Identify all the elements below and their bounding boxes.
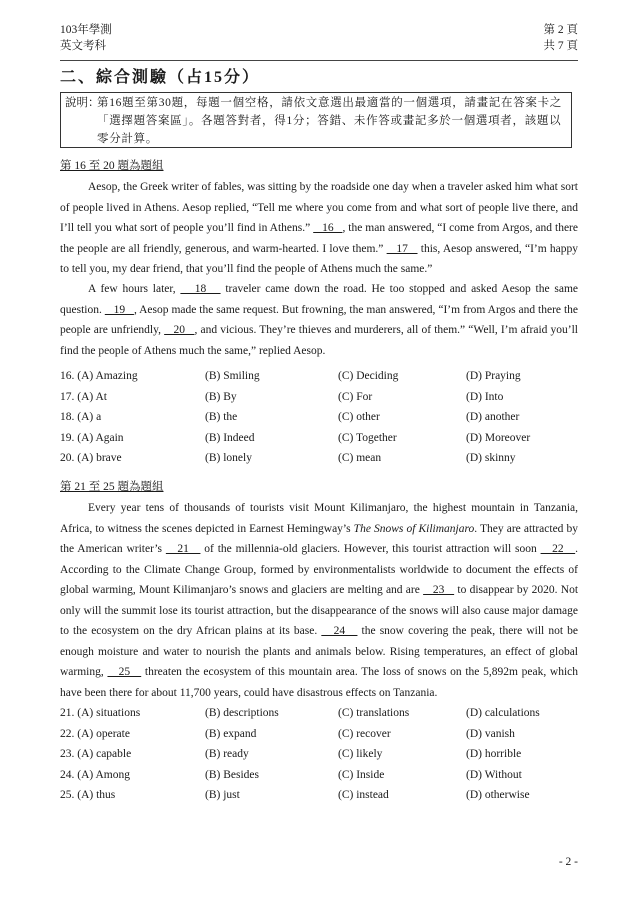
group2-options bbox=[60, 703, 578, 806]
blank-19: 19 bbox=[104, 303, 134, 316]
option-b: (B) expand bbox=[205, 727, 257, 740]
book-title: The Snows of Kilimanjaro bbox=[353, 522, 475, 535]
option-b: (B) Besides bbox=[205, 768, 259, 781]
question-19-options bbox=[60, 428, 578, 449]
exam-subject: 英文考科 bbox=[60, 40, 106, 52]
question-23-options bbox=[60, 744, 578, 765]
option-d: (D) Moreover bbox=[466, 431, 531, 444]
blank-23: 23 bbox=[423, 584, 455, 596]
group1-options bbox=[60, 366, 578, 469]
option-b: (B) descriptions bbox=[205, 707, 279, 719]
question-16-options bbox=[60, 366, 578, 387]
option-a: 18. (A) a bbox=[60, 411, 102, 423]
exam-year: 103年學測 bbox=[60, 24, 112, 36]
option-b: (B) Smiling bbox=[205, 370, 260, 382]
option-b: (B) ready bbox=[205, 748, 249, 760]
option-b: (B) Indeed bbox=[205, 431, 255, 444]
option-a: 16. (A) Amazing bbox=[60, 370, 138, 382]
option-d: (D) another bbox=[466, 411, 520, 423]
option-d: (D) otherwise bbox=[466, 789, 530, 801]
option-a: 22. (A) operate bbox=[60, 727, 130, 740]
option-d: (D) Without bbox=[466, 768, 522, 781]
option-a: 24. (A) Among bbox=[60, 768, 130, 781]
option-b: (B) By bbox=[205, 390, 237, 403]
option-a: 19. (A) Again bbox=[60, 431, 124, 444]
instructions-box bbox=[60, 92, 572, 148]
option-d: (D) Into bbox=[466, 390, 504, 403]
page-number: 第 2 頁 bbox=[543, 24, 578, 36]
blank-24: 24 bbox=[321, 625, 358, 637]
group1-paragraph-2: A few hours later, 18 traveler came down the road. He too stopped and asked Aesop the same question. 19 , Aesop made the same request. But frowning, the man answered, “I’m from Argos and there the people are unfriendly, 20 , and vicious. They’re thieves and murderers, all of them.” “Well, I’m afraid you’ll find the people of Athens much the same,” replied Aesop. bbox=[60, 283, 579, 357]
option-d: (D) calculations bbox=[466, 707, 540, 719]
option-c: (C) Deciding bbox=[338, 370, 399, 382]
question-18-options bbox=[60, 407, 578, 428]
question-22-options bbox=[60, 724, 578, 745]
option-c: (C) For bbox=[338, 390, 373, 403]
option-c: (C) recover bbox=[338, 727, 391, 740]
option-c: (C) translations bbox=[338, 707, 410, 719]
option-a: 25. (A) thus bbox=[60, 789, 116, 801]
question-17-options bbox=[60, 387, 578, 408]
page-footer: - 2 - bbox=[558, 856, 578, 868]
option-d: (D) Praying bbox=[466, 370, 521, 382]
option-d: (D) skinny bbox=[466, 452, 516, 464]
option-d: (D) vanish bbox=[466, 727, 515, 740]
option-c: (C) other bbox=[338, 411, 380, 423]
instructions-text: 第16題至第30題，每題一個空格，請依文意選出最適當的一個選項，請畫記在答案卡之「選擇題答案區」。各題答對者，得1分；答錯、未作答或畫記多於一個選項者，該題以零分計算。 bbox=[97, 97, 562, 145]
blank-18: 18 bbox=[180, 283, 221, 295]
header-left bbox=[60, 22, 112, 54]
blank-21: 21 bbox=[165, 543, 201, 555]
blank-25: 25 bbox=[107, 666, 142, 678]
group2-paragraph: Every year tens of thousands of tourists visit Mount Kilimanjaro, the highest mountain in Tanzania, Africa, to witness the scenes depicted in Earnest Hemingway’s The Snows of Kilimanjaro. They are attracted by the American writer’s 21 of the millennia-old glaciers. However, this tourist attraction will soon 22 . According to the Climate Change Group, formed by environmentalists worldwide to document the effects of global warming, Mount Kilimanjaro’s snows and glaciers are melting and are 23 to disappear by 2020. Not only will the summit lose its tourist attraction, but the disappearance of the snows will also cause major damage to the ecosystem on the dry African plains at its base. 24 the snow covering the peak, there will not be enough moisture and water to nourish the plants and animals below. Rising temperatures, an effect of global warming, 25 threaten the ecosystem of this mountain area. The loss of snows on the 5,892m peak, which have been there for about 11,700 years, could have disastrous effects on Tanzania. bbox=[60, 502, 579, 699]
question-24-options bbox=[60, 765, 578, 786]
option-a: 21. (A) situations bbox=[60, 707, 141, 719]
blank-16: 16 bbox=[313, 222, 343, 234]
option-b: (B) just bbox=[205, 789, 240, 801]
header-divider bbox=[60, 60, 578, 61]
total-pages: 共 7 頁 bbox=[543, 40, 578, 52]
option-a: 20. (A) brave bbox=[60, 452, 122, 464]
instructions-label: 說明： bbox=[65, 97, 100, 109]
blank-20: 20 bbox=[164, 324, 195, 336]
group2-heading: 第 21 至 25 題為題組 bbox=[60, 481, 164, 493]
group1-heading: 第 16 至 20 題為題組 bbox=[60, 160, 164, 172]
option-c: (C) instead bbox=[338, 789, 389, 801]
question-25-options bbox=[60, 785, 578, 806]
option-a: 17. (A) At bbox=[60, 390, 107, 403]
option-c: (C) likely bbox=[338, 748, 383, 760]
option-c: (C) Together bbox=[338, 431, 397, 444]
option-b: (B) lonely bbox=[205, 452, 252, 464]
blank-22: 22 bbox=[540, 543, 576, 555]
question-21-options bbox=[60, 703, 578, 724]
option-d: (D) horrible bbox=[466, 748, 522, 760]
blank-17: 17 bbox=[386, 242, 418, 255]
section-title: 二、綜合測驗（占15分） bbox=[60, 69, 261, 86]
header-right bbox=[544, 22, 579, 54]
option-c: (C) mean bbox=[338, 452, 382, 464]
option-b: (B) the bbox=[205, 411, 238, 423]
question-20-options bbox=[60, 448, 578, 469]
option-a: 23. (A) capable bbox=[60, 748, 132, 760]
option-c: (C) Inside bbox=[338, 768, 385, 781]
group1-paragraph-1: Aesop, the Greek writer of fables, was sitting by the roadside one day when a traveler asked him what sort of people lived in Athens. Aesop replied, “Tell me where you come from and what sort of people live there, and I’ll tell you what sort of people you’ll find in Athens.” 16 , the man answered, “I come from Argos, and there the people are all friendly, generous, and warm-hearted. I love them.” 17 this, Aesop answered, “I’m happy to tell you, my dear friend, that you’ll find the people of Athens much the same.” bbox=[60, 181, 579, 275]
